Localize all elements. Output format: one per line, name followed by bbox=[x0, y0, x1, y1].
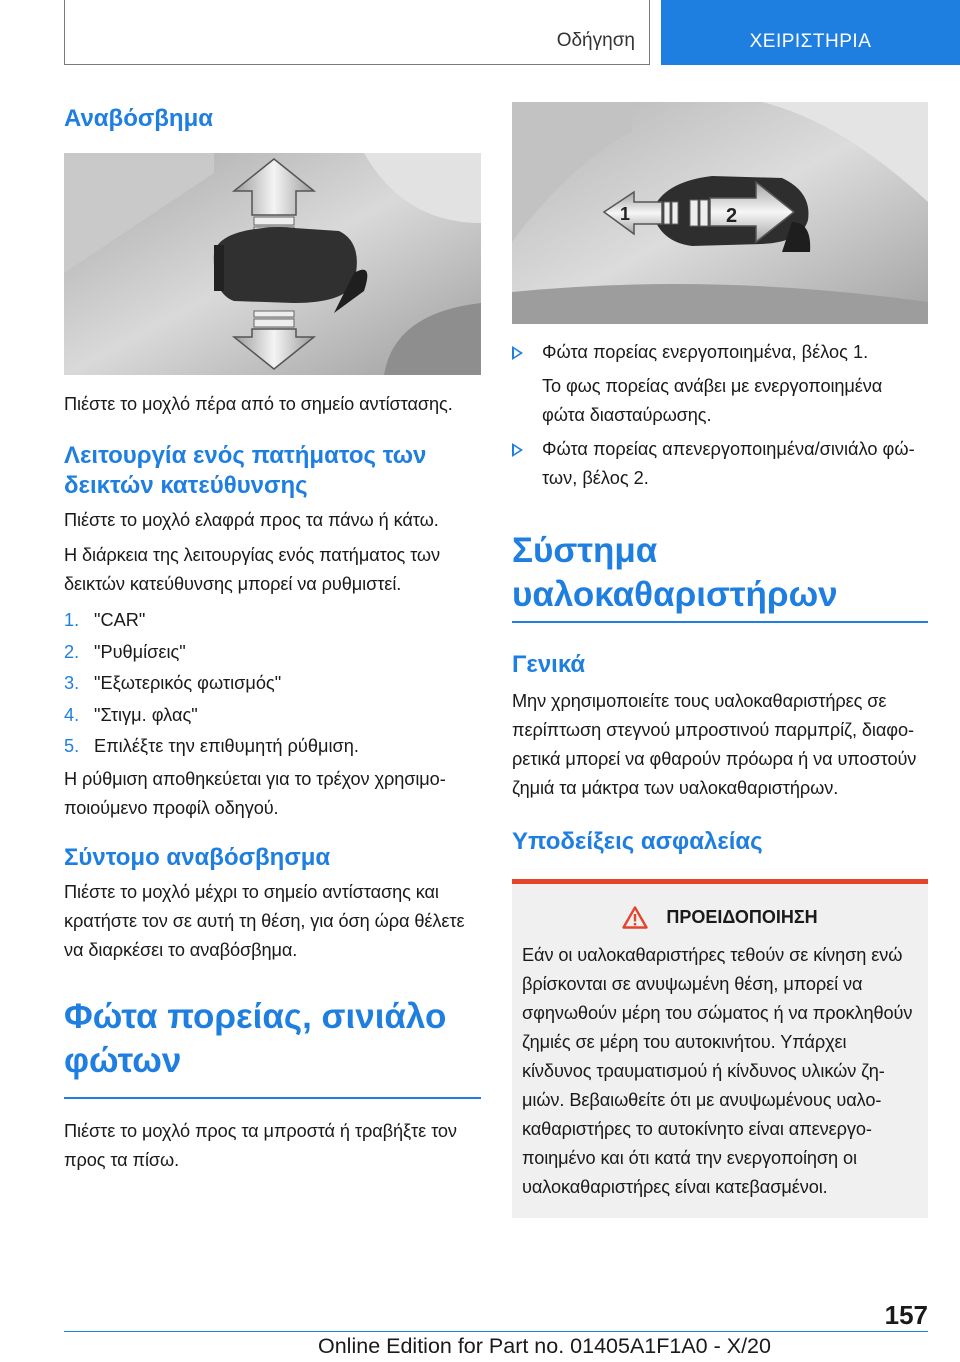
heading-high-beam: Φώτα πορείας, σινιάλο φώτων bbox=[64, 995, 481, 1099]
warning-triangle-icon bbox=[622, 906, 648, 929]
header-frame bbox=[64, 0, 650, 65]
paragraph-one-touch-1: Πιέστε το μοχλό ελαφρά προς τα πάνω ή κάτω. bbox=[64, 510, 439, 530]
bullet-triangle-icon bbox=[512, 443, 523, 457]
paragraph-general: Μην χρησιμοποιείτε τους υαλοκαθαριστήρες σε περίπτωση στεγνού μπροστινού παρμπρίζ, διαφορετικά μπορεί να φθαρούν πρόωρα ή να υποστούν ζημιά τα μάκτρα των υαλοκαθαριστήρων. bbox=[512, 691, 917, 798]
stalk-up-down-illustration bbox=[64, 153, 481, 375]
heading-wiper-system: Σύστημα υαλοκαθαριστήρων bbox=[512, 529, 928, 623]
left-column bbox=[64, 102, 481, 1175]
footer-divider bbox=[64, 1331, 928, 1332]
arrow-1-label: 1 bbox=[620, 204, 631, 224]
heading-one-touch: Λειτουργία ενός πατήματος των δεικτών κατεύθυνσης bbox=[64, 442, 427, 499]
settings-steps-list bbox=[64, 605, 481, 763]
paragraph-saved: Η ρύθμιση αποθηκεύεται για το τρέχον χρησιμοποιούμενο προφίλ οδηγού. bbox=[64, 768, 446, 818]
section-title: Οδήγηση bbox=[556, 30, 635, 51]
bullet-high-beam-off: Φώτα πορείας απενεργοποιημένα/σινιάλο φώτων, βέλος 2. bbox=[512, 435, 928, 493]
warning-title: ΠΡΟΕΙΔΟΠΟΙΗΣΗ bbox=[666, 907, 818, 927]
list-item: 3. "Εξωτερικός φωτισμός" bbox=[64, 673, 282, 693]
list-item: 1. "CAR" bbox=[64, 610, 146, 630]
chapter-tab-label: ΧΕΙΡΙΣΤΗΡΙΑ bbox=[749, 31, 872, 52]
stalk-forward-back-illustration bbox=[512, 102, 928, 324]
paragraph-short-flash: Πιέστε το μοχλό μέχρι το σημείο αντίστασης και κρατήστε τον σε αυτή τη θέση, για όση ώρα θέλετε να διαρκέσει το αναβόσβημα. bbox=[64, 881, 465, 960]
stalk-up-down-image bbox=[64, 153, 481, 375]
bullet-triangle-icon bbox=[512, 346, 523, 360]
heading-general: Γενικά bbox=[512, 651, 586, 678]
paragraph-high-beam-note: Το φως πορείας ανάβει με ενεργοποιημένα φώτα διασταύρωσης. bbox=[542, 376, 883, 425]
warning-header bbox=[522, 906, 918, 929]
chapter-tab[interactable] bbox=[661, 0, 960, 65]
arrow-2-label: 2 bbox=[726, 205, 738, 227]
warning-text: Εάν οι υαλοκαθαριστήρες τεθούν σε κίνηση ενώ βρίσκονται σε ανυψωμένη θέση, μπορεί να σφηνωθούν μέρη του σώματος ή να προκληθούν ζημιές σε μέρη του αυτοκινήτου. Υπάρχει κίνδυνος τραυματισμού ή κίνδυνος υλικών ζημιών. Βεβαιωθείτε ότι με ανυψωμένους υαλοκαθαριστήρες το αυτοκίνητο είναι απενεργοποιημένο και ότι κατά την ενεργοποίηση οι υαλοκαθαριστήρες είναι κατεβασμένοι. bbox=[522, 945, 913, 1197]
bullet-high-beam-on: Φώτα πορείας ενεργοποιημένα, βέλος 1. bbox=[512, 338, 928, 367]
right-column bbox=[512, 102, 928, 1218]
page-number: 157 bbox=[884, 1300, 928, 1330]
heading-flash: Αναβόσβημα bbox=[64, 105, 214, 132]
list-item: 5. Επιλέξτε την επιθυμητή ρύθμιση. bbox=[64, 736, 359, 756]
heading-short-flash: Σύντομο αναβόσβησμα bbox=[64, 843, 331, 871]
stalk-forward-back-image bbox=[512, 102, 928, 324]
list-item: 2. "Ρυθμίσεις" bbox=[64, 641, 186, 662]
paragraph-one-touch-2: Η διάρκεια της λειτουργίας ενός πατήματος των δεικτών κατεύθυνσης μπορεί να ρυθμιστεί. bbox=[64, 545, 440, 594]
heading-safety: Υποδείξεις ασφαλείας bbox=[512, 828, 763, 855]
paragraph-flash: Πιέστε το μοχλό πέρα από το σημείο αντίστασης. bbox=[64, 394, 453, 414]
footer-edition: Online Edition for Part no. 01405A1F1A0 - X/20 bbox=[318, 1334, 771, 1358]
list-item: 4. "Στιγμ. φλας" bbox=[64, 704, 198, 725]
paragraph-high-beam: Πιέστε το μοχλό προς τα μπροστά ή τραβήξτε τον προς τα πίσω. bbox=[64, 1120, 457, 1170]
warning-box bbox=[512, 879, 928, 1218]
